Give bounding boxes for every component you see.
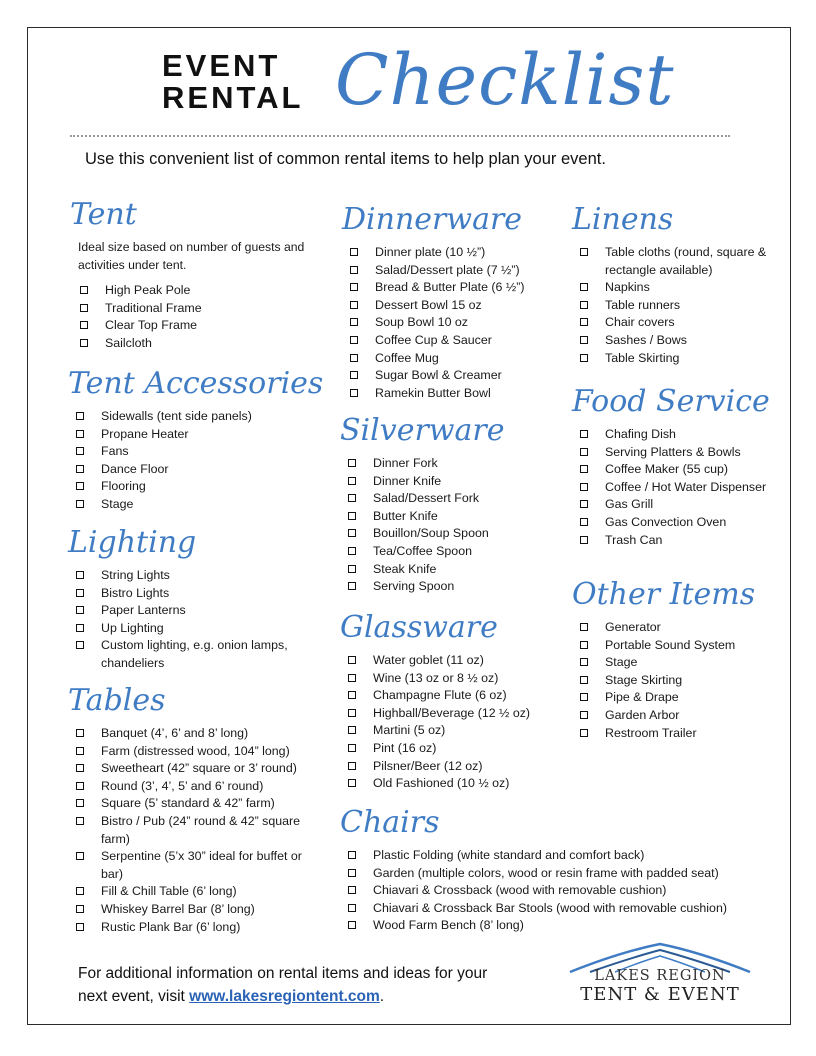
item-label: Sugar Bowl & Creamer bbox=[375, 368, 502, 383]
item-label: Generator bbox=[605, 620, 661, 634]
checklist-item bbox=[578, 496, 787, 514]
checklist-item bbox=[348, 244, 572, 262]
checklist-item bbox=[348, 367, 572, 385]
checklist-item bbox=[346, 722, 570, 740]
item-label: Old Fashioned (10 ½ oz) bbox=[373, 776, 510, 791]
checkbox[interactable] bbox=[348, 851, 356, 859]
checklist-item bbox=[74, 602, 294, 620]
item-label: Dinner plate (10 ½”) bbox=[375, 245, 486, 259]
section-lighting bbox=[68, 525, 323, 673]
checklist-item bbox=[578, 426, 787, 444]
item-label: Table cloths (round, square & rectangle available) bbox=[605, 245, 767, 277]
checkbox[interactable] bbox=[580, 500, 588, 508]
section-title: Glassware bbox=[340, 610, 498, 645]
checklist-item bbox=[578, 297, 778, 315]
item-label: Butter Knife bbox=[373, 508, 438, 523]
checklist-item bbox=[578, 279, 778, 297]
item-list bbox=[78, 282, 330, 352]
checkbox[interactable] bbox=[350, 301, 358, 309]
checkbox[interactable] bbox=[76, 447, 84, 455]
item-label: Whiskey Barrel Bar (8’ long) bbox=[101, 901, 255, 916]
item-label: Portable Sound System bbox=[605, 637, 736, 652]
checkbox[interactable] bbox=[350, 266, 358, 274]
checklist-item bbox=[74, 795, 326, 813]
item-label: Fill & Chill Table (6’ long) bbox=[101, 884, 237, 899]
section-tent bbox=[70, 197, 330, 352]
checklist-item bbox=[578, 654, 787, 672]
section-tent-accessories bbox=[68, 366, 328, 514]
checklist-item bbox=[346, 865, 770, 883]
checkbox[interactable] bbox=[76, 430, 84, 438]
item-label: Paper Lanterns bbox=[101, 603, 186, 618]
checkbox[interactable] bbox=[348, 921, 356, 929]
checkbox[interactable] bbox=[76, 923, 84, 931]
item-label: Pilsner/Beer (12 oz) bbox=[373, 758, 483, 773]
section-title: Lighting bbox=[68, 525, 197, 560]
item-label: Sailcloth bbox=[105, 335, 152, 350]
checkbox[interactable] bbox=[76, 817, 84, 825]
item-label: Dance Floor bbox=[101, 461, 169, 476]
checkbox[interactable] bbox=[76, 412, 84, 420]
checklist-item bbox=[346, 578, 570, 596]
section-other-items bbox=[572, 577, 787, 742]
checkbox[interactable] bbox=[348, 565, 356, 573]
checklist-item bbox=[346, 490, 570, 508]
checklist-item bbox=[578, 244, 778, 279]
item-list bbox=[348, 244, 572, 402]
checklist-item bbox=[578, 689, 787, 707]
checkbox[interactable] bbox=[80, 339, 88, 347]
item-label: Bistro Lights bbox=[101, 585, 170, 600]
section-title: Tent bbox=[70, 197, 137, 232]
checklist-item bbox=[578, 314, 778, 332]
item-label: Chiavari & Crossback (wood with removable cushion) bbox=[373, 883, 667, 898]
checklist-item bbox=[74, 919, 326, 937]
checklist-item bbox=[74, 443, 328, 461]
checklist-item bbox=[74, 760, 326, 778]
checklist-item bbox=[346, 670, 570, 688]
checklist-item bbox=[578, 479, 787, 497]
checklist-item bbox=[74, 743, 326, 761]
item-label: Sidewalls (tent side panels) bbox=[101, 409, 252, 423]
checkbox[interactable] bbox=[348, 904, 356, 912]
checklist-item bbox=[348, 279, 572, 297]
item-label: Stage Skirting bbox=[605, 672, 683, 687]
checklist-item bbox=[74, 620, 294, 638]
checkbox[interactable] bbox=[76, 887, 84, 895]
checkbox[interactable] bbox=[348, 459, 356, 467]
item-label: High Peak Pole bbox=[105, 283, 191, 297]
checkbox[interactable] bbox=[580, 518, 588, 526]
item-label: Garden (multiple colors, wood or resin frame with padded seat) bbox=[373, 865, 719, 880]
checkbox[interactable] bbox=[76, 624, 84, 632]
section-title: Tent Accessories bbox=[68, 366, 324, 401]
item-label: Fans bbox=[101, 444, 129, 459]
checkbox[interactable] bbox=[350, 336, 358, 344]
checkbox[interactable] bbox=[350, 389, 358, 397]
dotted-divider bbox=[70, 135, 730, 137]
item-label: Farm (distressed wood, 104” long) bbox=[101, 743, 290, 758]
checkbox[interactable] bbox=[580, 465, 588, 473]
section-dinnerware bbox=[342, 202, 572, 402]
checkbox[interactable] bbox=[580, 658, 588, 666]
item-label: Stage bbox=[605, 655, 638, 670]
checkbox[interactable] bbox=[350, 248, 358, 256]
checkbox[interactable] bbox=[80, 286, 88, 294]
checklist-item bbox=[346, 543, 570, 561]
footer-prefix: next event, visit bbox=[78, 988, 190, 1005]
checklist-item bbox=[74, 778, 326, 796]
item-label: Flooring bbox=[101, 479, 146, 494]
checkbox[interactable] bbox=[348, 494, 356, 502]
item-label: Serpentine (5’x 30” ideal for buffet or bar) bbox=[101, 849, 302, 881]
item-label: Table runners bbox=[605, 297, 681, 312]
title-line-rental: RENTAL bbox=[162, 80, 304, 115]
checkbox[interactable] bbox=[76, 747, 84, 755]
checklist-item bbox=[578, 514, 787, 532]
item-label: Martini (5 oz) bbox=[373, 723, 446, 738]
checklist-item bbox=[578, 637, 787, 655]
checklist-item bbox=[578, 461, 787, 479]
item-list bbox=[74, 408, 328, 514]
item-label: Plastic Folding (white standard and comfort back) bbox=[373, 848, 645, 862]
checklist-item bbox=[78, 300, 330, 318]
item-label: Banquet (4’, 6’ and 8’ long) bbox=[101, 726, 249, 740]
checkbox[interactable] bbox=[580, 536, 588, 544]
section-linens bbox=[572, 202, 782, 367]
checklist-item bbox=[346, 652, 570, 670]
checklist-item bbox=[74, 408, 328, 426]
checkbox[interactable] bbox=[76, 782, 84, 790]
checklist-item bbox=[578, 532, 787, 550]
checkbox[interactable] bbox=[350, 318, 358, 326]
checkbox[interactable] bbox=[348, 547, 356, 555]
checklist-item bbox=[74, 461, 328, 479]
title-line-event: EVENT bbox=[162, 48, 281, 83]
checkbox[interactable] bbox=[580, 448, 588, 456]
checkbox[interactable] bbox=[580, 354, 588, 362]
item-list bbox=[346, 847, 770, 935]
logo-text-line2: TENT & EVENT bbox=[580, 984, 740, 1005]
item-label: Coffee Mug bbox=[375, 350, 439, 365]
checklist-item bbox=[346, 847, 770, 865]
item-label: Salad/Dessert plate (7 ½”) bbox=[375, 262, 520, 277]
checkbox[interactable] bbox=[348, 512, 356, 520]
item-list bbox=[74, 567, 294, 673]
checkbox[interactable] bbox=[580, 430, 588, 438]
title-script-checklist: Checklist bbox=[335, 39, 675, 121]
checkbox[interactable] bbox=[76, 852, 84, 860]
checkbox[interactable] bbox=[76, 641, 84, 649]
item-label: Gas Grill bbox=[605, 497, 654, 512]
item-label: Coffee Maker (55 cup) bbox=[605, 462, 729, 477]
checklist-item bbox=[346, 775, 570, 793]
website-link[interactable]: www.lakesregiontent.com bbox=[189, 988, 380, 1005]
item-label: Propane Heater bbox=[101, 426, 189, 441]
page-title bbox=[162, 50, 303, 114]
checkbox[interactable] bbox=[348, 886, 356, 894]
checklist-item bbox=[346, 473, 570, 491]
checkbox[interactable] bbox=[348, 779, 356, 787]
section-title: Chairs bbox=[340, 805, 440, 840]
checklist-item bbox=[74, 848, 326, 883]
checkbox[interactable] bbox=[80, 304, 88, 312]
checkbox[interactable] bbox=[348, 674, 356, 682]
checkbox[interactable] bbox=[348, 709, 356, 717]
item-label: String Lights bbox=[101, 568, 170, 582]
item-label: Coffee Cup & Saucer bbox=[375, 332, 492, 347]
section-title: Tables bbox=[68, 683, 166, 718]
item-list bbox=[346, 455, 570, 596]
checkbox[interactable] bbox=[580, 729, 588, 737]
item-label: Napkins bbox=[605, 280, 650, 295]
item-label: Table Skirting bbox=[605, 350, 680, 365]
checkbox[interactable] bbox=[580, 483, 588, 491]
checkbox[interactable] bbox=[348, 529, 356, 537]
checklist-item bbox=[346, 705, 570, 723]
checklist-item bbox=[578, 672, 787, 690]
section-chairs bbox=[340, 805, 770, 935]
item-label: Rustic Plank Bar (6’ long) bbox=[101, 919, 241, 934]
checklist-item bbox=[348, 350, 572, 368]
item-label: Ramekin Butter Bowl bbox=[375, 385, 491, 400]
logo-text-line1: LAKES REGION bbox=[594, 968, 726, 984]
checklist-item bbox=[74, 883, 326, 901]
checkbox[interactable] bbox=[348, 869, 356, 877]
item-label: Salad/Dessert Fork bbox=[373, 491, 480, 506]
checklist-item bbox=[348, 385, 572, 403]
checkbox[interactable] bbox=[348, 726, 356, 734]
checkbox[interactable] bbox=[76, 606, 84, 614]
checklist-item bbox=[578, 332, 778, 350]
item-label: Highball/Beverage (12 ½ oz) bbox=[373, 705, 531, 720]
item-label: Garden Arbor bbox=[605, 707, 680, 722]
company-logo bbox=[560, 940, 760, 1010]
item-label: Sashes / Bows bbox=[605, 332, 687, 347]
checklist-item bbox=[346, 917, 770, 935]
item-label: Chafing Dish bbox=[605, 427, 676, 441]
item-label: Sweetheart (42” square or 3’ round) bbox=[101, 761, 297, 776]
checkbox[interactable] bbox=[76, 482, 84, 490]
section-title: Linens bbox=[572, 202, 674, 237]
checklist-item bbox=[346, 525, 570, 543]
checkbox[interactable] bbox=[580, 336, 588, 344]
item-list bbox=[578, 426, 787, 549]
checkbox[interactable] bbox=[348, 477, 356, 485]
checklist-item bbox=[578, 350, 778, 368]
item-label: Wood Farm Bench (8’ long) bbox=[373, 918, 524, 933]
item-list bbox=[578, 619, 787, 742]
item-label: Up Lighting bbox=[101, 620, 164, 635]
checkbox[interactable] bbox=[580, 318, 588, 326]
checkbox[interactable] bbox=[580, 283, 588, 291]
footer-suffix: . bbox=[379, 988, 385, 1005]
checklist-item bbox=[346, 561, 570, 579]
footer-line1: For additional information on rental items and ideas for your bbox=[78, 965, 488, 982]
checklist-item bbox=[346, 900, 770, 918]
checklist-item bbox=[578, 619, 787, 637]
checklist-item bbox=[74, 637, 294, 672]
item-list bbox=[74, 725, 326, 936]
checkbox[interactable] bbox=[350, 354, 358, 362]
checklist-item bbox=[578, 725, 787, 743]
checkbox[interactable] bbox=[350, 283, 358, 291]
checklist-item bbox=[346, 687, 570, 705]
item-label: Steak Knife bbox=[373, 561, 437, 576]
checklist-item bbox=[74, 478, 328, 496]
checklist-item bbox=[348, 332, 572, 350]
item-label: Coffee / Hot Water Dispenser bbox=[605, 479, 767, 494]
checkbox[interactable] bbox=[580, 248, 588, 256]
footer-line2 bbox=[78, 985, 487, 1008]
item-list bbox=[346, 652, 570, 793]
item-label: Gas Convection Oven bbox=[605, 514, 727, 529]
checkbox[interactable] bbox=[76, 905, 84, 913]
checkbox[interactable] bbox=[580, 301, 588, 309]
item-label: Water goblet (11 oz) bbox=[373, 653, 484, 667]
checklist-item bbox=[346, 455, 570, 473]
item-label: Pipe & Drape bbox=[605, 690, 679, 705]
checkbox[interactable] bbox=[580, 676, 588, 684]
checklist-item bbox=[74, 901, 326, 919]
item-label: Bistro / Pub (24” round & 42” square farm) bbox=[101, 813, 301, 846]
checkbox[interactable] bbox=[76, 500, 84, 508]
section-title: Dinnerware bbox=[342, 202, 523, 237]
checkbox[interactable] bbox=[348, 744, 356, 752]
item-label: Wine (13 oz or 8 ½ oz) bbox=[373, 670, 499, 685]
checkbox[interactable] bbox=[348, 691, 356, 699]
checklist-item bbox=[346, 882, 770, 900]
item-label: Round (3’, 4’, 5’ and 6’ round) bbox=[101, 778, 264, 793]
section-silverware bbox=[340, 413, 570, 596]
checkbox[interactable] bbox=[348, 656, 356, 664]
checklist-item bbox=[348, 262, 572, 280]
checkbox[interactable] bbox=[76, 465, 84, 473]
checkbox[interactable] bbox=[76, 571, 84, 579]
checkbox[interactable] bbox=[348, 582, 356, 590]
checklist-item bbox=[578, 444, 787, 462]
item-label: Stage bbox=[101, 496, 134, 511]
checklist-item bbox=[348, 314, 572, 332]
checkbox[interactable] bbox=[80, 321, 88, 329]
item-label: Chair covers bbox=[605, 315, 675, 330]
checklist-item bbox=[74, 426, 328, 444]
checkbox[interactable] bbox=[348, 762, 356, 770]
checkbox[interactable] bbox=[580, 641, 588, 649]
section-title: Silverware bbox=[340, 413, 505, 448]
checklist-item bbox=[74, 567, 294, 585]
item-label: Champagne Flute (6 oz) bbox=[373, 688, 507, 703]
checklist-item bbox=[78, 282, 330, 300]
checklist-item bbox=[348, 297, 572, 315]
item-label: Soup Bowl 10 oz bbox=[375, 315, 468, 330]
checklist-item bbox=[78, 335, 330, 353]
item-label: Dinner Fork bbox=[373, 456, 438, 470]
checklist-item bbox=[74, 725, 326, 743]
item-label: Chiavari & Crossback Bar Stools (wood with removable cushion) bbox=[373, 900, 727, 915]
intro-text: Use this convenient list of common rental items to help plan your event. bbox=[85, 150, 606, 168]
checkbox[interactable] bbox=[580, 693, 588, 701]
checkbox[interactable] bbox=[350, 371, 358, 379]
item-label: Serving Platters & Bowls bbox=[605, 444, 741, 459]
item-list bbox=[578, 244, 778, 367]
item-label: Restroom Trailer bbox=[605, 725, 697, 740]
checklist-item bbox=[346, 508, 570, 526]
checkbox[interactable] bbox=[76, 764, 84, 772]
checklist-item bbox=[74, 496, 328, 514]
checkbox[interactable] bbox=[580, 711, 588, 719]
item-label: Dessert Bowl 15 oz bbox=[375, 297, 482, 312]
item-label: Serving Spoon bbox=[373, 579, 455, 594]
checkbox[interactable] bbox=[76, 589, 84, 597]
section-title: Food Service bbox=[572, 384, 770, 419]
section-tables bbox=[68, 683, 330, 936]
checklist-item bbox=[78, 317, 330, 335]
checklist-item bbox=[74, 585, 294, 603]
item-label: Pint (16 oz) bbox=[373, 740, 437, 755]
checklist-item bbox=[346, 758, 570, 776]
item-label: Bread & Butter Plate (6 ½”) bbox=[375, 280, 525, 295]
footer-note bbox=[78, 962, 487, 1008]
checklist-item bbox=[578, 707, 787, 725]
item-label: Tea/Coffee Spoon bbox=[373, 543, 472, 558]
item-label: Dinner Knife bbox=[373, 473, 442, 488]
checklist-item bbox=[346, 740, 570, 758]
checkbox[interactable] bbox=[580, 623, 588, 631]
item-label: Bouillon/Soup Spoon bbox=[373, 526, 489, 541]
section-food-service bbox=[572, 384, 787, 549]
section-glassware bbox=[340, 610, 570, 793]
checkbox[interactable] bbox=[76, 799, 84, 807]
checklist-item bbox=[74, 813, 326, 848]
checkbox[interactable] bbox=[76, 729, 84, 737]
item-label: Clear Top Frame bbox=[105, 318, 198, 333]
section-description: Ideal size based on number of guests and activities under tent. bbox=[78, 240, 305, 272]
item-label: Traditional Frame bbox=[105, 300, 202, 315]
item-label: Trash Can bbox=[605, 532, 663, 547]
item-label: Custom lighting, e.g. onion lamps, chandeliers bbox=[101, 638, 288, 670]
item-label: Square (5’ standard & 42” farm) bbox=[101, 796, 275, 811]
section-title: Other Items bbox=[572, 577, 756, 612]
